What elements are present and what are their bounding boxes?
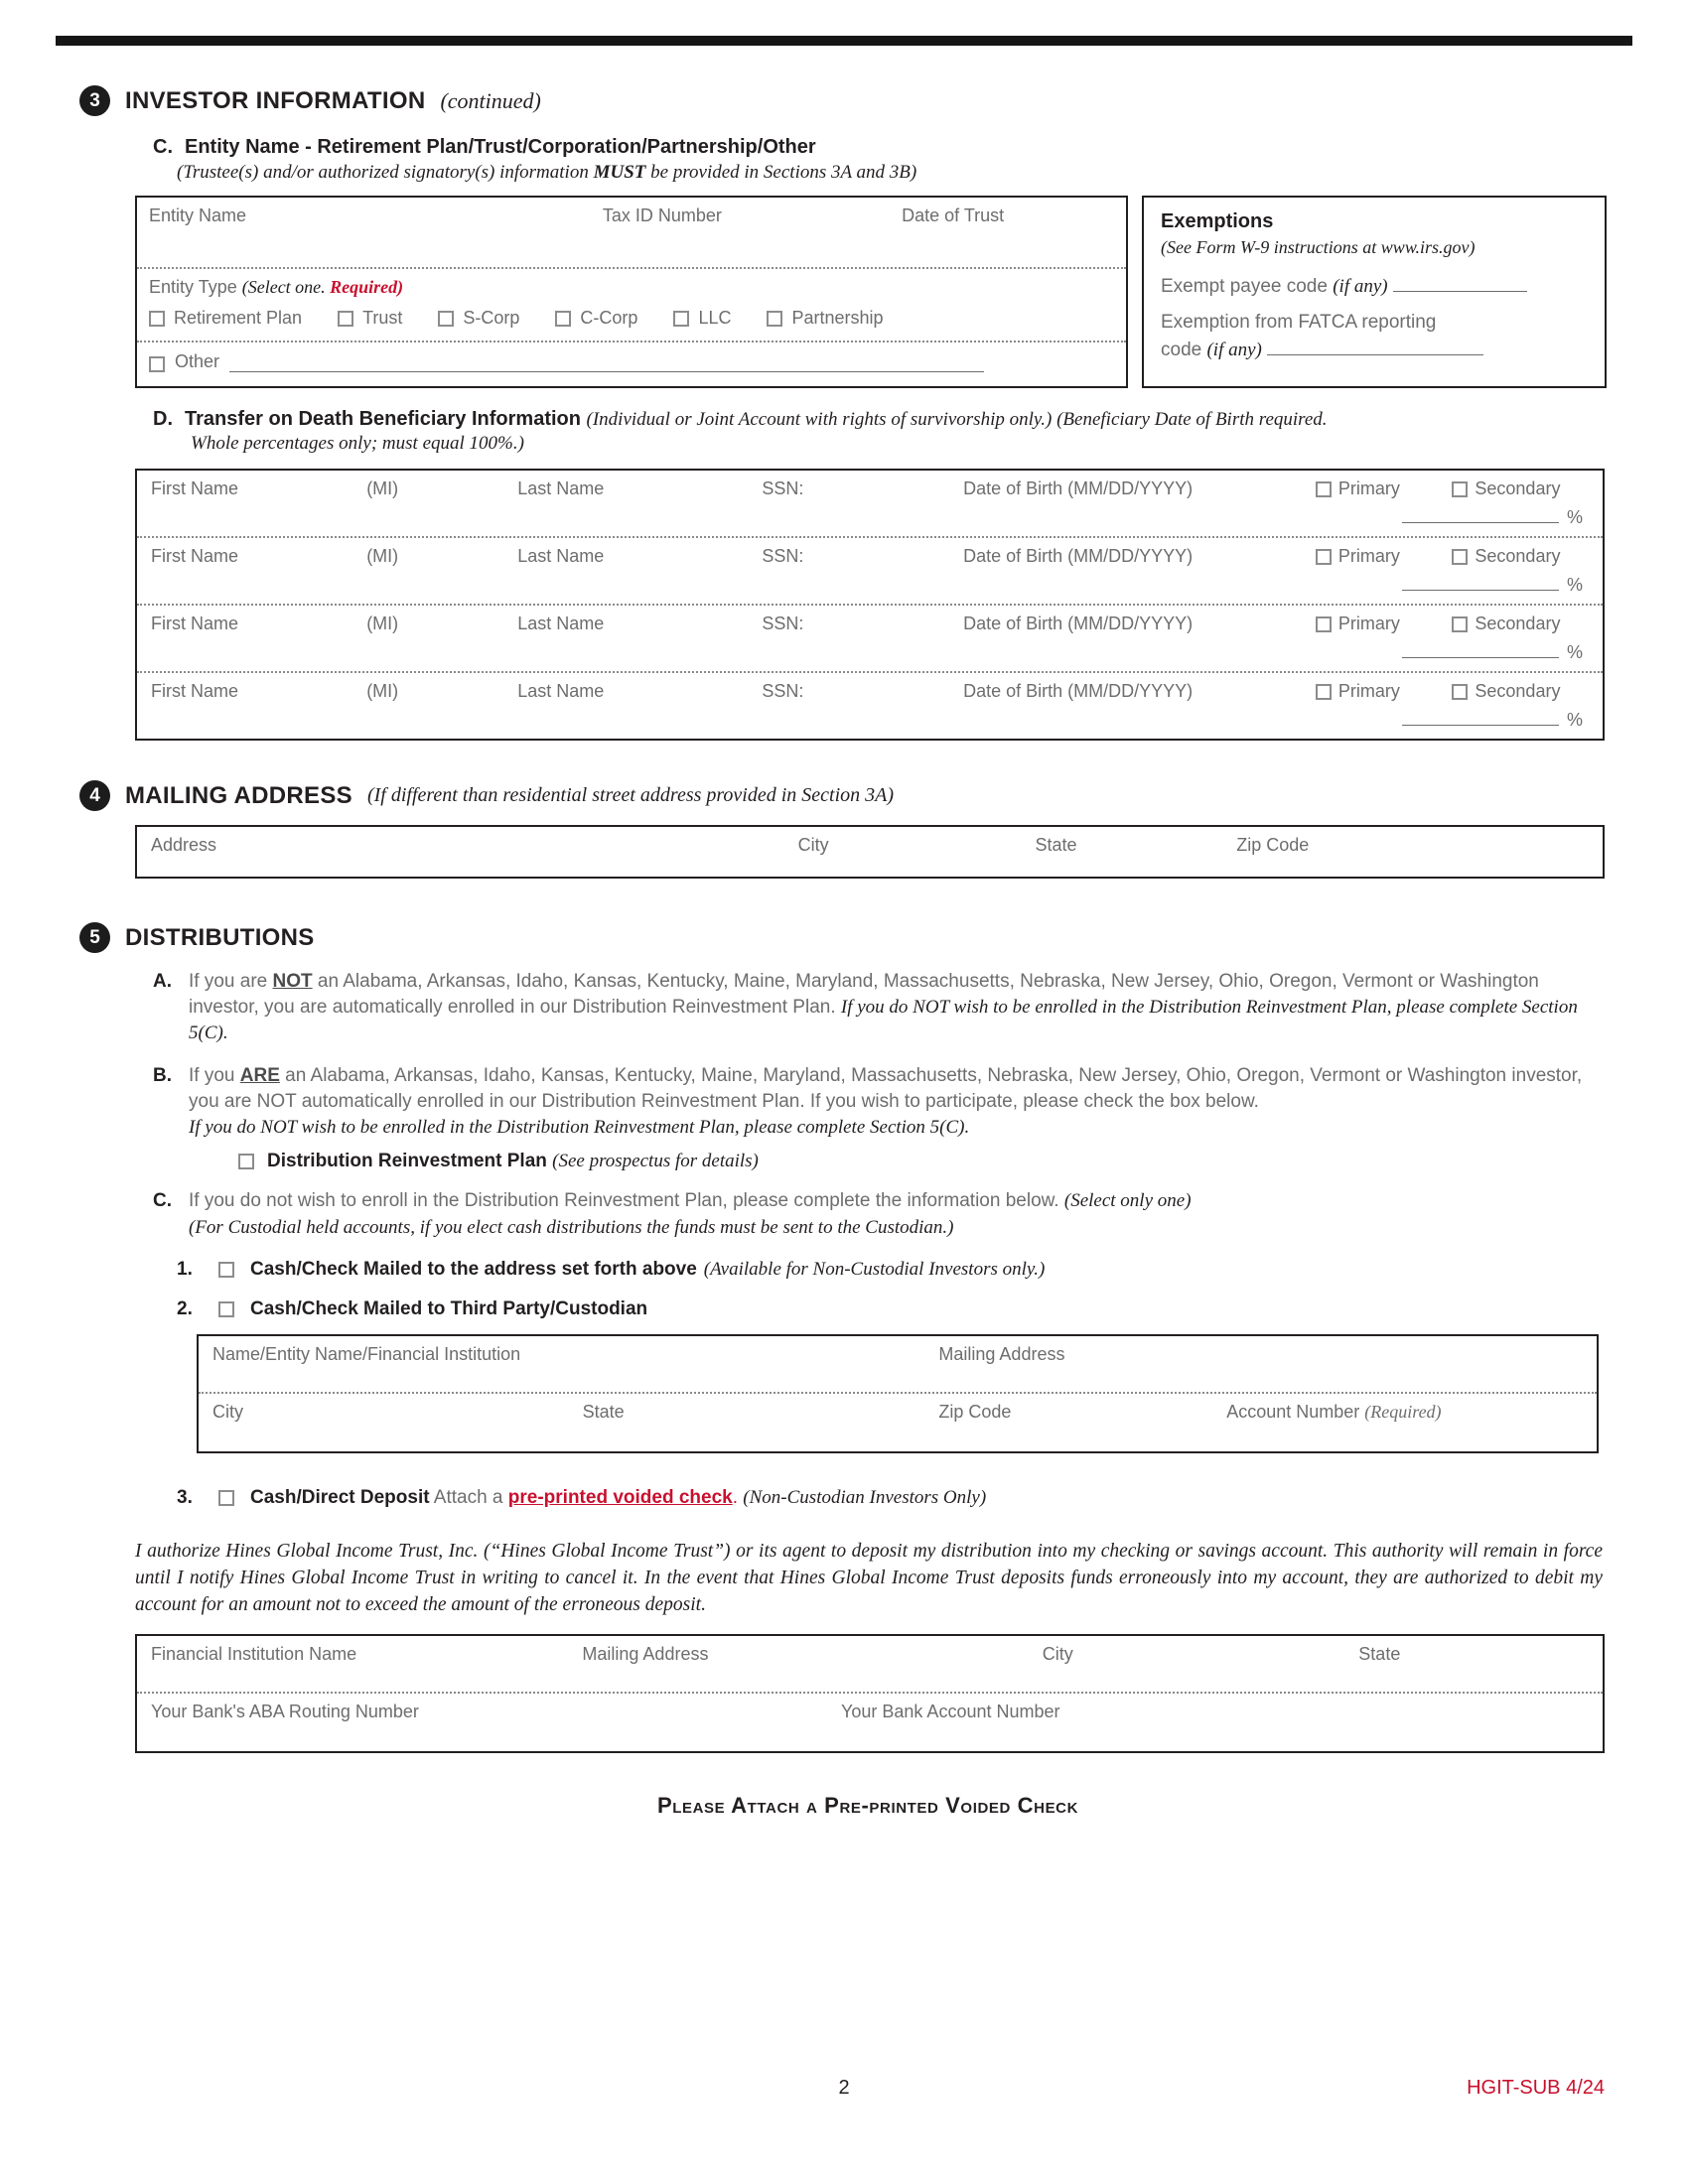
form-code: HGIT-SUB 4/24 [1467,2077,1605,2099]
distribution-reinvestment-plan-checkbox[interactable] [238,1154,254,1169]
zip-label: Zip Code [1236,835,1310,855]
section-3-title: INVESTOR INFORMATION [125,86,426,114]
drp-text [267,1151,759,1172]
paragraph-a-text: If you are NOT an Alabama, Arkansas, Idaho, Kansas, Kentucky, Maine, Maryland, Massachusetts, Nebraska, New Jersey, Ohio, Oregon, Vermont or Washington investor, you are automatically enrolled in our Distribution Reinvestment Plan. If you do NOT wish to be enrolled in the Distribution Reinvestment Plan, please complete Section 5(C). [189,971,1578,1044]
form-page-content [79,85,1609,1819]
mailing-state-field[interactable] [1036,835,1237,869]
primary-label: Primary [1337,681,1400,701]
ssn-label[interactable]: SSN: [762,546,804,566]
not-emphasis: NOT [272,971,313,992]
entity-type-select-note: (Select one. [241,277,331,297]
secondary-option [1452,681,1589,702]
secondary-checkbox[interactable] [1452,684,1468,700]
third-party-state-label: State [582,1401,625,1422]
part-c-title: Entity Name - Retirement Plan/Trust/Corporation/Partnership/Other [185,136,816,158]
voided-check-emphasis: pre-printed voided check [507,1486,733,1508]
section-3-number-badge: 3 [79,85,110,116]
tax-id-label: Tax ID Number [602,205,722,225]
primary-option [1316,681,1453,702]
paragraph-c [153,1188,1609,1240]
mailing-address-field[interactable] [151,835,798,869]
third-party-row-1 [199,1336,1597,1394]
third-party-row-2 [199,1394,1597,1451]
section-4-header [79,780,1609,811]
option-1-label: Cash/Check Mailed to the address set forth above [250,1258,697,1280]
cash-check-above-checkbox[interactable] [218,1262,234,1278]
entity-type-option-c-corp [555,308,637,329]
entity-type-options [137,300,1126,342]
primary-checkbox[interactable] [1316,481,1332,497]
exemptions-note: (See Form W-9 instructions at www.irs.gov) [1161,237,1476,257]
option-2-label: Cash/Check Mailed to Third Party/Custodian [250,1297,648,1319]
secondary-checkbox[interactable] [1452,549,1468,565]
mailing-address-box [135,825,1605,879]
select-only-one-note: (Select only one) [1063,1190,1192,1212]
section-4-number-badge: 4 [79,780,110,811]
part-c-note-pre: (Trustee(s) and/or authorized signatory(s) information [177,162,594,183]
other-checkbox[interactable] [149,356,165,372]
bank-city-field[interactable] [1043,1644,1359,1684]
primary-option [1316,546,1453,567]
drp-note: (See prospectus for details) [552,1151,759,1172]
paragraph-b-italic: If you do NOT wish to be enrolled in the Distribution Reinvestment Plan, please complete Section 5(C). [189,1117,970,1139]
third-party-name-field[interactable] [212,1344,938,1384]
ssn-label[interactable]: SSN: [762,681,804,701]
address-label: Address [151,835,217,855]
primary-checkbox[interactable] [1316,549,1332,565]
percentage-line [151,499,1589,530]
primary-checkbox[interactable] [1316,684,1332,700]
other-label: Other [175,351,220,371]
mailing-city-field[interactable] [798,835,1036,869]
dob-label[interactable]: Date of Birth (MM/DD/YYYY) [963,478,1194,498]
entity-fields-row [137,198,1126,269]
exempt-payee-fill-line[interactable] [1393,276,1527,292]
section-3-body [127,136,1609,741]
page-number: 2 [838,2077,850,2099]
option-3-number: 3. [177,1486,193,1508]
percent-sign: % [1566,710,1583,730]
entity-type-required-note: Required) [330,277,404,297]
llc-checkbox[interactable] [673,311,689,327]
exemptions-box [1142,196,1607,388]
option-3-text: Cash/Direct Deposit Attach a pre-printed voided check. (Non-Custodian Investors Only) [250,1486,987,1508]
third-party-zip-label: Zip Code [938,1401,1012,1422]
last-name-label[interactable]: Last Name [517,614,605,633]
option-1-number: 1. [177,1258,193,1280]
first-name-label[interactable]: First Name [151,614,239,633]
part-c-label: C. [153,136,173,158]
primary-label: Primary [1337,614,1400,633]
section-3-continued-label: (continued) [440,87,541,113]
fatca-label-1: Exemption from FATCA reporting [1161,312,1437,333]
entity-name-label: Entity Name [149,205,247,225]
fatca-fill-line[interactable] [1267,340,1483,355]
last-name-label[interactable]: Last Name [517,478,605,498]
third-party-box [197,1334,1599,1453]
percent-sign: % [1566,507,1583,527]
mailing-zip-field[interactable] [1236,835,1589,869]
s-corp-checkbox[interactable] [438,311,454,327]
c-corp-label: C-Corp [580,308,638,328]
secondary-label: Secondary [1475,546,1561,566]
tax-id-field[interactable] [603,205,902,259]
part-d-note-1: (Individual or Joint Account with rights of survivorship only.) (Beneficiary Date of Birth required. [586,409,1328,430]
paragraph-c-label: C. [153,1190,172,1212]
section-3-header [79,85,1609,116]
section-4-body [127,825,1609,879]
exempt-payee-ifany: (if any) [1333,276,1388,297]
exempt-payee-line [1161,276,1588,298]
paragraph-b-text: If you ARE an Alabama, Arkansas, Idaho, Kansas, Kentucky, Maine, Maryland, Massachusetts, Nebraska, New Jersey, Ohio, Oregon, Vermont or Washington investor, you are NOT automatically enrolled in our Distribution Reinvestment Plan. If you wish to participate, please check the box below. If you do NOT wish to be enrolled in the Distribution Reinvestment Plan, please complete Section 5(C). [189,1063,1609,1142]
part-c-note-must: MUST [593,162,646,183]
drp-label: Distribution Reinvestment Plan [267,1151,553,1172]
exempt-payee-label: Exempt payee code [1161,276,1334,297]
entity-type-line [137,269,1126,300]
bank-routing-field[interactable] [151,1702,841,1743]
bank-account-label: Your Bank Account Number [841,1702,1060,1722]
section-4-note: (If different than residential street address provided in Section 3A) [366,784,895,806]
section-4-title: MAILING ADDRESS [125,781,352,809]
ssn-label[interactable]: SSN: [762,478,804,498]
bank-info-box [135,1634,1605,1753]
bank-name-field[interactable] [151,1644,582,1684]
ssn-label[interactable]: SSN: [762,614,804,633]
beneficiary-table [135,469,1605,741]
bank-name-label: Financial Institution Name [151,1644,357,1665]
paragraph-a-italic: If you do NOT wish to be enrolled in the Distribution Reinvestment Plan, please complete Section 5(C). [189,997,1578,1044]
mi-label[interactable]: (MI) [366,478,399,498]
part-d-title: Transfer on Death Beneficiary Information (Individual or Joint Account with rights of survivorship only.) (Beneficiary Date of Birth required. [185,408,1328,430]
entity-type-option-partnership [767,308,883,329]
retirement-plan-checkbox[interactable] [149,311,165,327]
section-5-header [79,922,1609,953]
primary-label: Primary [1337,546,1400,566]
cash-check-third-party-checkbox[interactable] [218,1301,234,1317]
custodial-note: (For Custodial held accounts, if you elect cash distributions the funds must be sent to the Custodian.) [189,1216,954,1238]
mi-label[interactable]: (MI) [366,614,399,633]
s-corp-label: S-Corp [463,308,520,328]
paragraph-c-text: If you do not wish to enroll in the Distribution Reinvestment Plan, please complete the information below. (Select only one) (For Custodial held accounts, if you elect cash distributions the funds must be sent to the Custodian.) [189,1188,1609,1240]
trust-label: Trust [362,308,403,328]
bank-city-label: City [1042,1644,1073,1665]
percentage-line [151,567,1589,598]
third-party-state-field[interactable] [583,1402,939,1443]
date-of-trust-field[interactable] [902,205,1114,259]
entity-and-exemptions-row [135,196,1609,388]
c-corp-checkbox[interactable] [555,311,571,327]
other-fill-line[interactable] [229,356,984,372]
part-c-heading [153,136,1609,159]
percentage-fill-line[interactable] [1402,575,1559,591]
paragraph-a [153,969,1609,1047]
bank-row-2 [137,1694,1603,1751]
city-label: City [797,835,829,855]
option-3-label: Cash/Direct Deposit [250,1486,430,1508]
fatca-line-2 [1161,340,1588,361]
option-3-direct-deposit [177,1487,1609,1509]
third-party-account-label: Account Number (Required) [1226,1401,1442,1422]
entity-info-box [135,196,1128,388]
exemptions-title: Exemptions [1161,210,1274,232]
paragraph-b-label: B. [153,1064,172,1086]
section-5-body [127,969,1609,1819]
primary-checkbox[interactable] [1316,616,1332,632]
llc-label: LLC [698,308,732,328]
top-rule [56,36,1632,46]
bank-routing-label: Your Bank's ABA Routing Number [151,1702,419,1722]
attach-voided-check-note: Please Attach a Pre-printed Voided Check [656,1793,1079,1819]
option-3-note: (Non-Custodian Investors Only) [743,1486,987,1508]
fatca-line-1 [1161,312,1588,334]
third-party-name-label: Name/Entity Name/Financial Institution [212,1343,521,1364]
trust-checkbox[interactable] [338,311,353,327]
partnership-checkbox[interactable] [767,311,782,327]
option-2-number: 2. [177,1297,193,1319]
fatca-ifany: (if any) [1206,340,1262,360]
secondary-label: Secondary [1475,681,1561,701]
section-5-number-badge: 5 [79,922,110,953]
part-d-label: D. [153,408,173,430]
third-party-city-label: City [212,1401,243,1422]
paragraph-a-label: A. [153,971,172,992]
primary-option [1316,614,1453,634]
part-d-note-2: Whole percentages only; must equal 100%.) [191,433,524,454]
bank-account-field[interactable] [841,1702,1589,1743]
drp-checkbox-line [238,1151,1609,1172]
secondary-checkbox[interactable] [1452,481,1468,497]
cash-direct-deposit-checkbox[interactable] [218,1490,234,1506]
third-party-account-field[interactable] [1226,1402,1583,1443]
primary-label: Primary [1337,478,1400,498]
part-c-note-post: be provided in Sections 3A and 3B) [645,162,917,183]
paragraph-b [153,1063,1609,1142]
entity-type-option-trust [338,308,402,329]
percent-sign: % [1566,642,1583,662]
bank-mailing-label: Mailing Address [582,1644,709,1665]
account-required-note: (Required) [1364,1401,1442,1422]
secondary-option [1452,546,1589,567]
option-2-cash-check-third-party [177,1298,1609,1320]
third-party-mailing-label: Mailing Address [938,1343,1065,1364]
last-name-label[interactable]: Last Name [517,681,605,701]
third-party-mailing-field[interactable] [938,1344,1583,1384]
entity-type-other-line [137,342,1126,386]
option-1-note: (Available for Non-Custodial Investors only.) [703,1258,1046,1280]
third-party-city-field[interactable] [212,1402,583,1443]
retirement-plan-label: Retirement Plan [174,308,303,328]
option-1-text [250,1259,1045,1281]
bank-state-field[interactable] [1358,1644,1589,1684]
first-name-label[interactable]: First Name [151,478,239,498]
primary-option [1316,478,1453,499]
beneficiary-row [137,536,1603,604]
mi-label[interactable]: (MI) [366,546,399,566]
percentage-line [151,702,1589,733]
percentage-fill-line[interactable] [1402,507,1559,523]
entity-type-label: Entity Type [149,277,242,297]
bank-row-1 [137,1636,1603,1694]
secondary-option [1452,614,1589,634]
part-c-note [177,162,1609,184]
beneficiary-row [137,671,1603,739]
entity-name-field[interactable] [149,205,603,259]
partnership-label: Partnership [791,308,884,328]
percentage-fill-line[interactable] [1402,642,1559,658]
are-emphasis: ARE [239,1064,280,1086]
third-party-zip-field[interactable] [938,1402,1226,1443]
state-label: State [1035,835,1077,855]
secondary-label: Secondary [1475,614,1561,633]
secondary-label: Secondary [1475,478,1561,498]
first-name-label[interactable]: First Name [151,546,239,566]
entity-type-option-retirement-plan [149,308,302,329]
secondary-option [1452,478,1589,499]
percent-sign: % [1566,575,1583,595]
dob-label[interactable]: Date of Birth (MM/DD/YYYY) [963,614,1194,633]
last-name-label[interactable]: Last Name [517,546,605,566]
entity-type-option-s-corp [438,308,519,329]
fatca-label-2: code [1161,340,1207,360]
beneficiary-row [137,604,1603,671]
date-of-trust-label: Date of Trust [902,205,1005,225]
section-5-title: DISTRIBUTIONS [125,923,315,951]
option-1-cash-check-above [177,1259,1609,1281]
percentage-fill-line[interactable] [1402,710,1559,726]
mi-label[interactable]: (MI) [366,681,399,701]
secondary-checkbox[interactable] [1452,616,1468,632]
percentage-line [151,634,1589,665]
beneficiary-row [137,471,1603,536]
first-name-label[interactable]: First Name [151,681,239,701]
dob-label[interactable]: Date of Birth (MM/DD/YYYY) [963,546,1194,566]
bank-state-label: State [1358,1644,1401,1665]
dob-label[interactable]: Date of Birth (MM/DD/YYYY) [963,681,1194,701]
bank-mailing-field[interactable] [582,1644,1042,1684]
direct-deposit-authorization: I authorize Hines Global Income Trust, Inc. (“Hines Global Income Trust”) or its agent to deposit my distribution into my checking or savings account. This authority will remain in force until I notify Hines Global Income Trust in writing to cancel it. In the event that Hines Global Income Trust deposits funds erroneously into my account, they are authorized to debit my account for an amount not to exceed the amount of the erroneous deposit. [135,1540,1603,1615]
part-d-heading [153,408,1609,431]
entity-type-option-llc [673,308,731,329]
